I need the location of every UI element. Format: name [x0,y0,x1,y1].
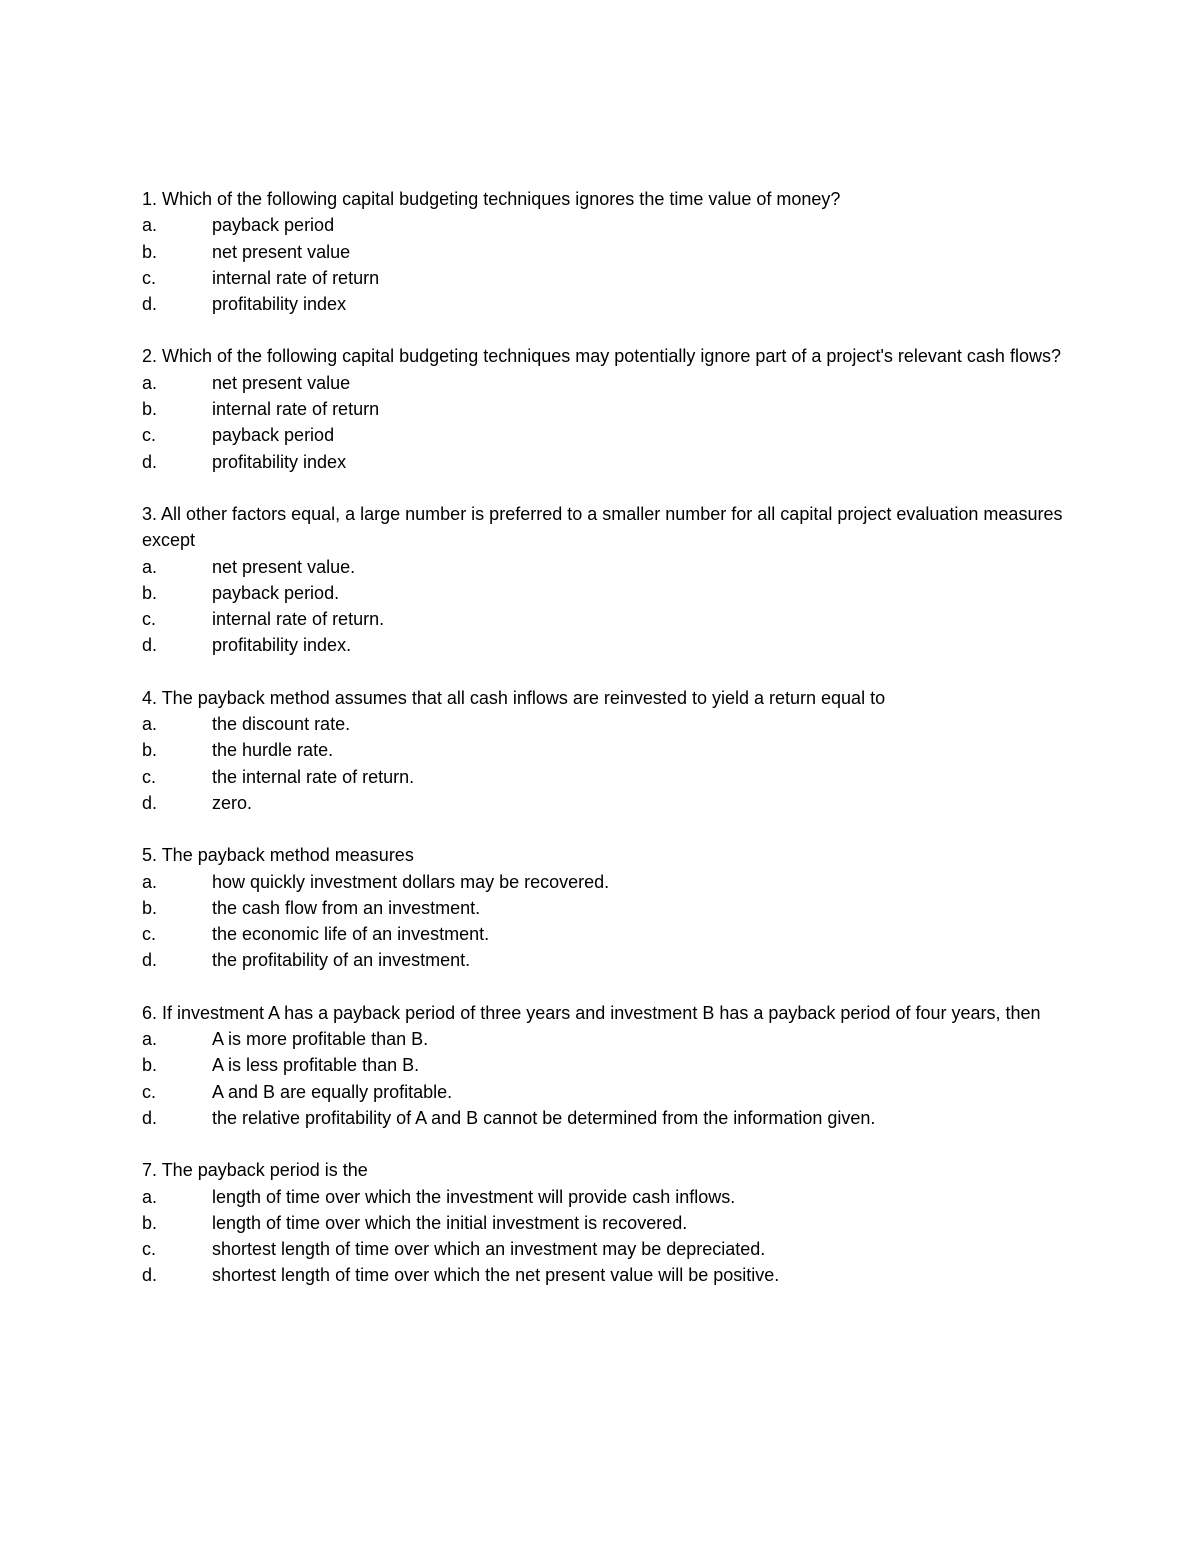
option-text: the internal rate of return. [212,766,415,787]
option-text: payback period [212,425,335,446]
question-stem: 6. If investment A has a payback period of three years and investment B has a payback period of four years, then [142,1002,1041,1023]
question-3 [142,501,1072,659]
answer-option [142,921,1072,947]
question-4 [142,685,1072,816]
answer-option [142,239,1072,265]
option-text: length of time over which the investment will provide cash inflows. [212,1186,736,1207]
answer-option [142,370,1072,396]
option-letter: c. [142,924,157,945]
option-text: A and B are equally profitable. [212,1081,453,1102]
answer-option [142,790,1072,816]
answer-option [142,711,1072,737]
option-letter: c. [142,1081,157,1102]
answer-option [142,1210,1072,1236]
answer-option [142,1105,1072,1131]
answer-option [142,1184,1072,1210]
option-text: profitability index [212,451,347,472]
option-letter: c. [142,609,157,630]
question-stem: 2. Which of the following capital budgeting techniques may potentially ignore part of a project's relevant cash flows? [142,346,1061,367]
option-letter: a. [142,871,158,892]
answer-option [142,1026,1072,1052]
option-text: the hurdle rate. [212,740,334,761]
option-letter: b. [142,740,158,761]
option-letter: d. [142,294,158,315]
option-text: profitability index [212,294,347,315]
option-text: payback period. [212,582,340,603]
answer-option [142,1052,1072,1078]
option-text: net present value. [212,556,356,577]
option-text: how quickly investment dollars may be recovered. [212,871,610,892]
option-letter: b. [142,1212,158,1233]
option-letter: a. [142,1186,158,1207]
option-letter: c. [142,766,157,787]
answer-option [142,396,1072,422]
option-text: length of time over which the initial investment is recovered. [212,1212,688,1233]
option-text: the economic life of an investment. [212,924,490,945]
answer-option [142,895,1072,921]
option-text: net present value [212,241,351,262]
question-5 [142,842,1072,973]
option-letter: b. [142,582,158,603]
answer-option [142,947,1072,973]
answer-option [142,291,1072,317]
option-letter: a. [142,372,158,393]
question-stem: 4. The payback method assumes that all cash inflows are reinvested to yield a return equal to [142,687,886,708]
answer-option [142,632,1072,658]
option-letter: a. [142,215,158,236]
question-2 [142,343,1072,474]
answer-option [142,212,1072,238]
option-text: shortest length of time over which an investment may be depreciated. [212,1239,766,1260]
option-text: the discount rate. [212,714,351,735]
option-text: internal rate of return [212,399,380,420]
option-text: internal rate of return [212,267,380,288]
option-letter: a. [142,556,158,577]
option-text: net present value [212,372,351,393]
option-letter: d. [142,1265,158,1286]
answer-option [142,554,1072,580]
option-letter: d. [142,950,158,971]
answer-option [142,1236,1072,1262]
option-letter: c. [142,1239,157,1260]
answer-option [142,764,1072,790]
option-letter: b. [142,241,158,262]
option-letter: d. [142,792,158,813]
question-stem: 3. All other factors equal, a large number is preferred to a smaller number for all capital project evaluation measures except [142,503,1063,551]
answer-option [142,265,1072,291]
option-letter: c. [142,425,157,446]
option-letter: c. [142,267,157,288]
answer-option [142,449,1072,475]
option-text: shortest length of time over which the net present value will be positive. [212,1265,780,1286]
option-letter: b. [142,1055,158,1076]
answer-option [142,422,1072,448]
answer-option [142,869,1072,895]
option-text: A is less profitable than B. [212,1055,420,1076]
answer-option [142,580,1072,606]
option-text: the relative profitability of A and B cannot be determined from the information given. [212,1107,876,1128]
option-text: payback period [212,215,335,236]
answer-option [142,1262,1072,1288]
option-letter: d. [142,1107,158,1128]
option-text: the cash flow from an investment. [212,897,481,918]
answer-option [142,1079,1072,1105]
answer-option [142,737,1072,763]
question-7 [142,1157,1072,1288]
question-6 [142,1000,1072,1131]
question-stem: 1. Which of the following capital budgeting techniques ignores the time value of money? [142,189,841,209]
option-text: A is more profitable than B. [212,1029,429,1050]
option-letter: d. [142,451,158,472]
question-1 [142,186,1072,317]
question-stem: 7. The payback period is the [142,1160,368,1181]
question-stem: 5. The payback method measures [142,845,414,866]
option-letter: a. [142,1029,158,1050]
option-text: profitability index. [212,635,352,656]
option-letter: b. [142,897,158,918]
question-sheet [142,186,1072,1315]
answer-option [142,606,1072,632]
option-letter: a. [142,714,158,735]
option-text: zero. [212,792,253,813]
option-text: the profitability of an investment. [212,950,471,971]
option-letter: b. [142,399,158,420]
option-text: internal rate of return. [212,609,385,630]
option-letter: d. [142,635,158,656]
